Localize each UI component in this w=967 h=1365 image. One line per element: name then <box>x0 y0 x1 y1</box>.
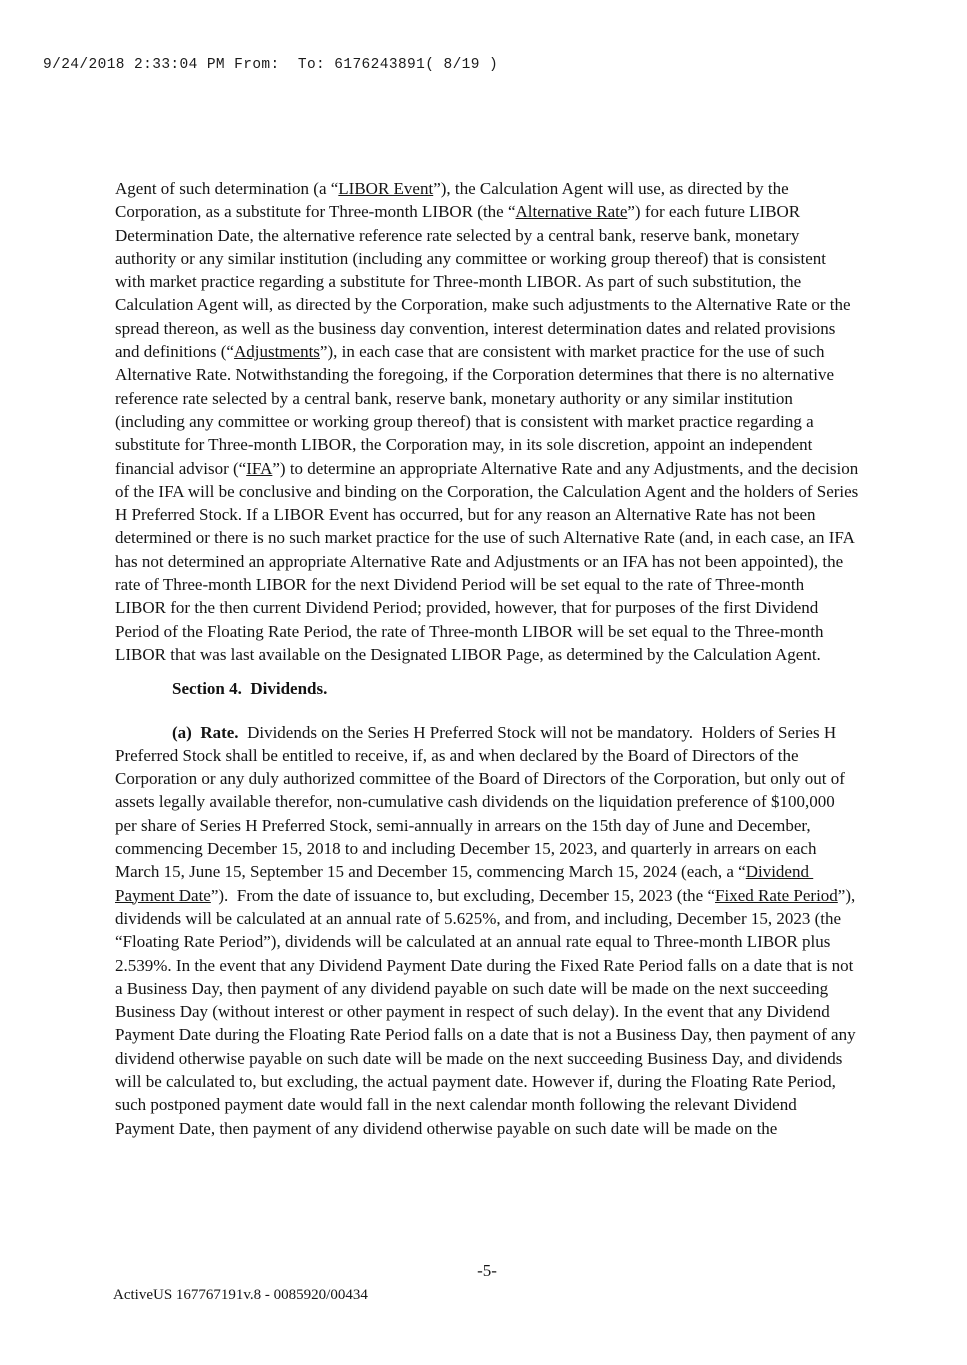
fax-transmission-header: 9/24/2018 2:33:04 PM From: To: 6176243891( 8/19 ) <box>43 57 499 73</box>
paragraph-libor-substitution: Agent of such determination (a “LIBOR Event”), the Calculation Agent will use, as directed by the Corporation, as a substitute for Three-month LIBOR (the “Alternative Rate”) for each future LIBOR Determination Date, the alternative reference rate selected by a central bank, reserve bank, monetary authority or any similar institution (including any committee or working group thereof) that is consistent with market practice regarding a substitute for Three-month LIBOR. As part of such substitution, the Calculation Agent will, as directed by the Corporation, make such adjustments to the Alternative Rate or the spread thereon, as well as the business day convention, interest determination dates and related provisions and definitions (“Adjustments”), in each case that are consistent with market practice for the use of such Alternative Rate. Notwithstanding the foregoing, if the Corporation determines that there is no alternative reference rate selected by a central bank, reserve bank, monetary authority or any similar institution (including any committee or working group thereof) that is consistent with market practice regarding a substitute for Three-month LIBOR, the Corporation may, in its sole discretion, appoint an independent financial advisor (“IFA”) to determine an appropriate Alternative Rate and any Adjustments, and the decision of the IFA will be conclusive and binding on the Corporation, the Calculation Agent and the holders of Series H Preferred Stock. If a LIBOR Event has occurred, but for any reason an Alternative Rate has not been determined or there is no such market practice for the use of such Alternative Rate (and, in each case, an IFA has not determined an appropriate Alternative Rate and Adjustments or an IFA has not been appointed), the rate of Three-month LIBOR for the next Dividend Period will be set equal to the rate of Three-month LIBOR for the then current Dividend Period; provided, however, that for purposes of the first Dividend Period of the Floating Rate Period, the rate of Three-month LIBOR will be set equal to the Three-month LIBOR that was last available on the Designated LIBOR Page, as determined by the Calculation Agent. <box>115 179 863 664</box>
section-4-dividends-heading: Section 4. Dividends. <box>172 679 328 699</box>
document-body <box>115 177 863 1140</box>
page-number: -5- <box>477 1261 497 1280</box>
paragraph-rate: (a) Rate. Dividends on the Series H Preferred Stock will not be mandatory. Holders of Series H Preferred Stock shall be entitled to receive, if, as and when declared by the Board of Directors of the Corporation or any duly authorized committee of the Board of Directors of the Corporation, but only out of assets legally available therefor, non-cumulative cash dividends on the liquidation preference of $100,000 per share of Series H Preferred Stock, semi-annually in arrears on the 15th day of June and December, commencing December 15, 2018 to and including December 15, 2023, and quarterly in arrears on each March 15, June 15, September 15 and December 15, commencing March 15, 2024 (each, a “Dividend Payment Date”). From the date of issuance to, but excluding, December 15, 2023 (the “Fixed Rate Period”), dividends will be calculated at an annual rate of 5.625%, and from, and including, December 15, 2023 (the “Floating Rate Period”), dividends will be calculated at an annual rate equal to Three-month LIBOR plus 2.539%. In the event that any Dividend Payment Date during the Fixed Rate Period falls on a date that is not a Business Day, then payment of any dividend payable on such date will be made on the next succeeding Business Day (without interest or other payment in respect of such delay). In the event that any Dividend Payment Date during the Floating Rate Period falls on a date that is not a Business Day, then payment of any dividend otherwise payable on such date will be made on the next succeeding Business Day, and dividends will be calculated to, but excluding, the actual payment date. However if, during the Floating Rate Period, such postponed payment date would fall in the next calendar month following the relevant Dividend Payment Date, then payment of any dividend otherwise payable on such date will be made on the <box>115 722 860 1138</box>
document-reference-number: ActiveUS 167767191v.8 - 0085920/00434 <box>113 1287 368 1303</box>
